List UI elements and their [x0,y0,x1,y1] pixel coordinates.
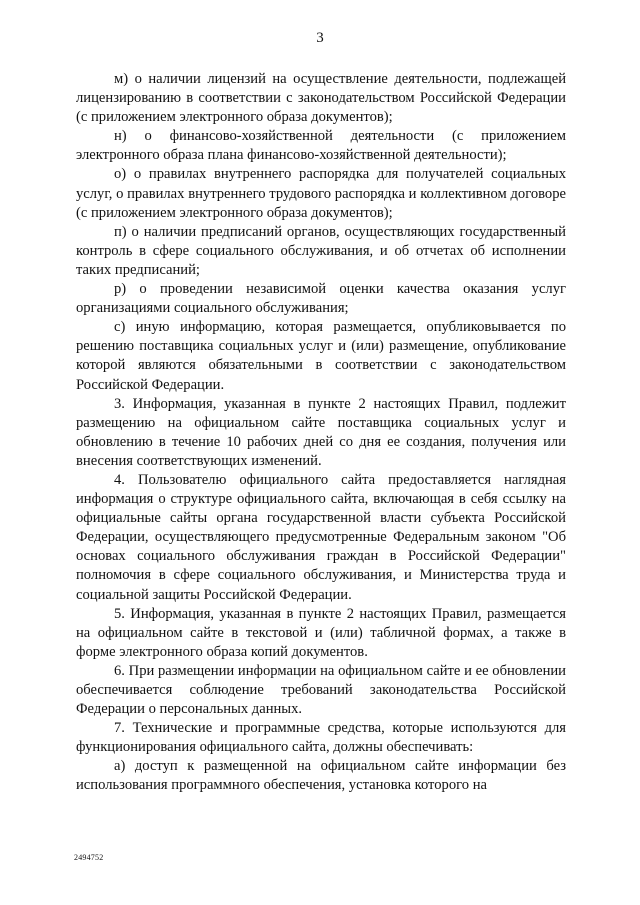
paragraph-clause-4: 4. Пользователю официального сайта предоставляется наглядная информация о структуре официального сайта, включающая в себя ссылку на официальные сайты органа государственной власти субъекта Российской Федерации, осуществляющего предусмотренные Федеральным законом "Об основах социального обслуживания граждан в Российской Федерации" полномочия в сфере социального обслуживания, и Министерства труда и социальной защиты Российской Федерации. [76,471,566,603]
paragraph-clause-7: 7. Технические и программные средства, которые используются для функционирования официального сайта, должны обеспечивать: [76,720,566,756]
paragraph-item-s: с) иную информацию, которая размещается, опубликовывается по решению поставщика социальных услуг и (или) размещение, опубликование которой являются обязательными в соответствии с законодательством Российской Федерации. [76,319,566,393]
page-number: 3 [316,30,324,46]
paragraph-item-m: м) о наличии лицензий на осуществление деятельности, подлежащей лицензированию в соответствии с законодательством Российской Федерации (с приложением электронного образа документов); [76,71,566,126]
paragraph-item-p: п) о наличии предписаний органов, осуществляющих государственный контроль в сфере социального обслуживания, и об отчетах об исполнении таких предписаний; [76,223,566,278]
document-id: 2494752 [74,853,104,862]
paragraph-clause-6: 6. При размещении информации на официальном сайте и ее обновлении обеспечивается соблюдение требований законодательства Российской Федерации о персональных данных. [76,662,566,718]
paragraph-clause-3: 3. Информация, указанная в пункте 2 настоящих Правил, подлежит размещению на официальном сайте поставщика социальных услуг и обновлению в течение 10 рабочих дней со дня ее создания, получения или внесения соответствующих изменений. [76,395,566,469]
paragraph-item-a: а) доступ к размещенной на официальном сайте информации без использования программного обеспечения, установка которого на [76,758,566,794]
paragraph-item-n: н) о финансово-хозяйственной деятельности (с приложением электронного образа плана финансово-хозяйственной деятельности); [76,128,566,164]
document-body [76,70,566,796]
paragraph-item-r: р) о проведении независимой оценки качества оказания услуг организациями социального обслуживания; [76,281,566,317]
paragraph-item-o: о) о правилах внутреннего распорядка для получателей социальных услуг, о правилах внутреннего трудового распорядка и коллективном договоре (с приложением электронного образа документов); [76,166,566,221]
paragraph-clause-5: 5. Информация, указанная в пункте 2 настоящих Правил, размещается на официальном сайте в текстовой и (или) табличной формах, а также в форме электронного образа копий документов. [76,605,566,660]
